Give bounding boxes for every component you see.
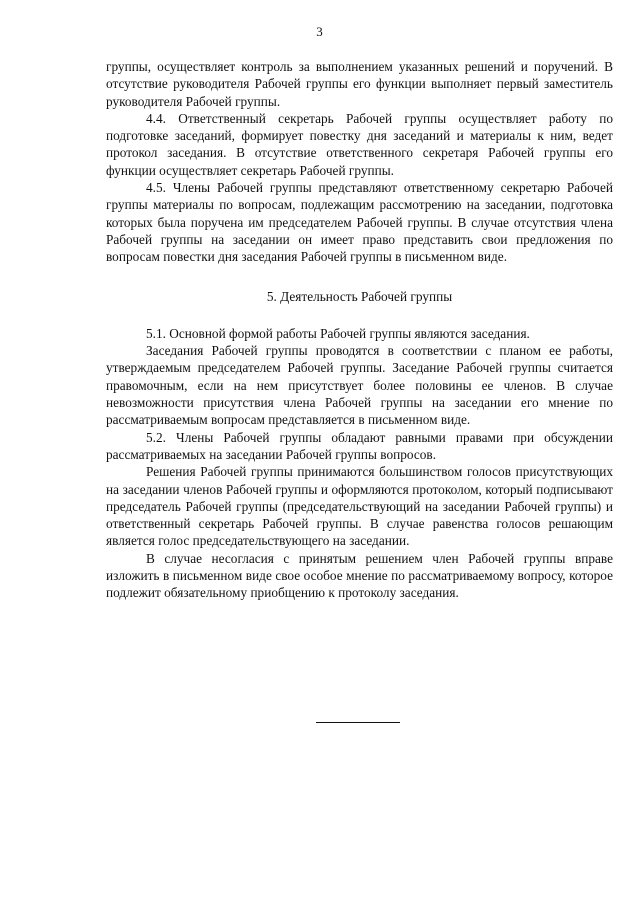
paragraph-5-1: 5.1. Основной формой работы Рабочей группы являются заседания.: [146, 325, 530, 341]
paragraph-4-4: 4.4. Ответственный секретарь Рабочей группы осуществляет работу по подготовке заседаний, формирует повестку дня заседаний и материалы к ним, ведет протокол заседания. В отсутствие ответственного секретаря Рабочей группы его функции осуществляет секретарь Рабочей группы.: [106, 110, 613, 178]
paragraph-4-5: 4.5. Члены Рабочей группы представляют ответственному секретарю Рабочей группы материалы по вопросам, подлежащим рассмотрению на заседании, подготовка которых была поручена им председателем Рабочей группы. В случае отсутствия члена Рабочей группы на заседании он имеет право представить свои предложения по вопросам повестки дня заседания Рабочей группы в письменном виде.: [106, 180, 613, 265]
paragraph-continuation: группы, осуществляет контроль за выполнением указанных решений и поручений. В отсутствие руководителя Рабочей группы его функции выполняет первый заместитель руководителя Рабочей группы.: [106, 59, 613, 109]
paragraph-5-2: 5.2. Члены Рабочей группы обладают равными правами при обсуждении рассматриваемых на заседании Рабочей группы вопросов.: [106, 429, 613, 462]
paragraph-dissent: В случае несогласия с принятым решением член Рабочей группы вправе изложить в письменном виде свое особое мнение по рассматриваемому вопросу, которое подлежит обязательному приобщению к протоколу заседания.: [106, 550, 613, 601]
paragraph-meetings: Заседания Рабочей группы проводятся в соответствии с планом ее работы, утверждаемым председателем Рабочей группы. Заседание Рабочей группы считается правомочным, если на нем присутствует более половины ее членов. В случае невозможности присутствия члена Рабочей группы на заседании его мнение по рассматриваемым вопросам представляется в письменном виде.: [106, 343, 613, 428]
paragraph-decisions: Решения Рабочей группы принимаются большинством голосов присутствующих на заседании членов Рабочей группы и оформляются протоколом, который подписывают председатель Рабочей группы (председательствующий на заседании Рабочей группы) и ответственный секретарь Рабочей группы. В случае равенства голосов решающим является голос председательствующего на заседании.: [106, 464, 613, 549]
document-body: [106, 58, 613, 602]
section-title: 5. Деятельность Рабочей группы: [266, 288, 453, 304]
end-divider: [316, 722, 400, 723]
page-number: 3: [316, 24, 323, 39]
